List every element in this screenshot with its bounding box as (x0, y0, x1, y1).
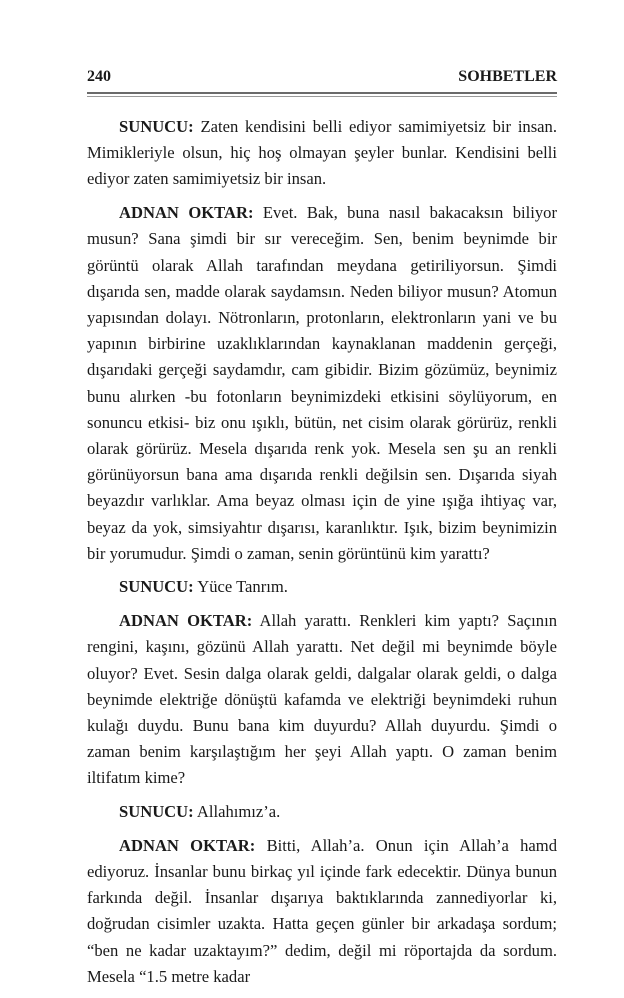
paragraph-adnan-oktar-1 (87, 200, 557, 567)
paragraph-text: Evet. Bak, buna nasıl bakacaksın biliyor musun? Sana şimdi bir sır vereceğim. Sen, benim beynimde bir görüntü olarak Allah tarafından meydana getiriliyorsun. Şimdi dışarıda sen, madde olarak saydamsın. Neden biliyor musun? Atomun yapısından dolayı. Nötronların, protonların, elektronların yani ve bu yapının birbirine uzaklıklarından kaynaklanan maddenin gerçeği, dışarıdaki gerçeği saydamdır, cam gibidir. Bizim gözümüz, beynimiz bunu alırken -bu fotonların beynimizdeki etkisini söylüyorum, en sonuncu etkisi- biz onu ışıklı, bütün, net cisim olarak görürüz, renkli olarak görürüz. Mesela dışarıda renk yok. Mesela sen şu an renkli görünüyorsun bana ama dışarıda renkli değilsin sen. Dışarıda siyah beyazdır varlıklar. Ama beyaz olması için de yine ışığa ihtiyaç var, beyaz da yok, simsiyahtır dışarısı, karanlıktır. Işık, bizim beynimizin bir yorumudur. Şimdi o zaman, senin görüntünü kim yarattı? (87, 203, 557, 563)
paragraph-adnan-oktar-3 (87, 833, 557, 990)
header-double-rule (87, 92, 557, 97)
page-number: 240 (87, 68, 111, 85)
paragraph-text: Allahımız’a. (193, 802, 281, 822)
speaker-label: ADNAN OKTAR: (119, 835, 256, 855)
book-page (87, 66, 557, 998)
paragraph-sunucu-3 (87, 799, 557, 825)
paragraph-text: Zaten kendisini belli ediyor samimiyetsiz bir insan. Mimikleriyle olsun, hiç hoş olmayan şeyler bunlar. Kendisini belli ediyor zaten samimiyetsiz bir insan. (87, 117, 557, 189)
paragraph-sunucu-1 (87, 114, 557, 193)
paragraph-text: Yüce Tanrım. (193, 577, 288, 597)
speaker-label: ADNAN OKTAR: (119, 611, 253, 631)
page-body (87, 114, 557, 990)
paragraph-adnan-oktar-2 (87, 608, 557, 791)
running-header (87, 66, 557, 88)
speaker-label: SUNUCU: (119, 577, 194, 597)
speaker-label: SUNUCU: (119, 802, 194, 822)
speaker-label: SUNUCU: (119, 117, 194, 136)
paragraph-text: Bitti, Allah’a. Onun için Allah’a hamd ediyoruz. İnsanlar bunu birkaç yıl içinde fark edecektir. Dünya bunun farkında değil. İnsanlar dışarıya baktıklarında zannediyorlar ki, doğrudan cisimler uzakta. Hatta geçen günler bir arkadaşa sordum; “ben ne kadar uzaktayım?” dedim, değil mi röportajda da sordum. Mesela “1.5 metre kadar (87, 835, 557, 986)
paragraph-text: Allah yarattı. Renkleri kim yaptı? Saçının rengini, kaşını, gözünü Allah yarattı. Net değil mi beynimde böyle oluyor? Evet. Sesin dalga olarak geldi, dalgalar olarak geldi, o dalga beynimde elektriğe dönüştü kafamda ve elektriği beynimdeki ruhun kulağı duydu. Bunu bana kim duyurdu? Allah duyurdu. Şimdi o zaman benim karşılaştığım her şeyi Allah yaptı. O zaman benim iltifatım kime? (87, 611, 557, 788)
speaker-label: ADNAN OKTAR: (119, 203, 254, 223)
paragraph-sunucu-2 (87, 574, 557, 600)
section-title: SOHBETLER (458, 68, 557, 85)
